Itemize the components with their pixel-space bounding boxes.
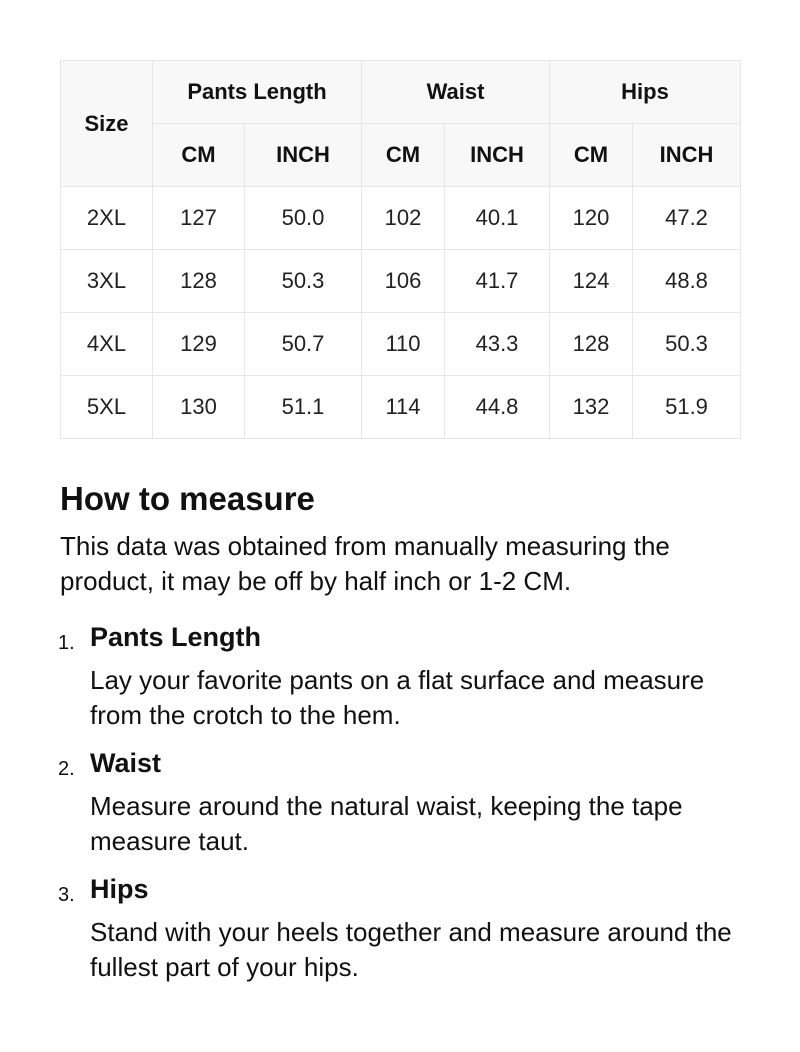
how-to-measure-intro: This data was obtained from manually measuring the product, it may be off by half inch or 1-2 CM. <box>60 531 670 596</box>
size-cell: 5XL <box>61 376 153 439</box>
table-row <box>61 376 741 439</box>
table-row <box>61 313 741 376</box>
table-cell: 50.7 <box>245 313 362 376</box>
unit-header: INCH <box>445 124 550 187</box>
table-cell: 127 <box>153 187 245 250</box>
table-cell: 128 <box>550 313 633 376</box>
table-cell: 130 <box>153 376 245 439</box>
how-to-measure-title: How to measure <box>60 480 315 517</box>
table-cell: 41.7 <box>445 250 550 313</box>
size-cell: 3XL <box>61 250 153 313</box>
group-header-waist: Waist <box>362 61 550 124</box>
step-description: Stand with your heels together and measure around the fullest part of your hips. <box>90 917 732 982</box>
step-number: 3. <box>58 884 75 906</box>
table-cell: 40.1 <box>445 187 550 250</box>
table-cell: 44.8 <box>445 376 550 439</box>
group-header-pants-length: Pants Length <box>153 61 362 124</box>
size-chart-table <box>60 60 741 439</box>
table-cell: 47.2 <box>633 187 741 250</box>
unit-header: INCH <box>245 124 362 187</box>
unit-header: CM <box>550 124 633 187</box>
table-cell: 124 <box>550 250 633 313</box>
step-description: Lay your favorite pants on a flat surface and measure from the crotch to the hem. <box>90 665 705 730</box>
table-cell: 48.8 <box>633 250 741 313</box>
step-title: Pants Length <box>90 622 262 652</box>
table-cell: 102 <box>362 187 445 250</box>
table-cell: 50.3 <box>245 250 362 313</box>
group-header-hips: Hips <box>550 61 741 124</box>
size-header: Size <box>61 61 153 187</box>
table-cell: 128 <box>153 250 245 313</box>
unit-header: INCH <box>633 124 741 187</box>
measure-steps-list <box>60 621 740 985</box>
step-description: Measure around the natural waist, keeping the tape measure taut. <box>90 791 683 856</box>
table-row <box>61 250 741 313</box>
table-cell: 50.0 <box>245 187 362 250</box>
table-cell: 51.1 <box>245 376 362 439</box>
list-item <box>60 747 740 859</box>
size-guide <box>60 60 740 999</box>
table-cell: 106 <box>362 250 445 313</box>
list-item <box>60 621 740 733</box>
table-cell: 114 <box>362 376 445 439</box>
table-cell: 132 <box>550 376 633 439</box>
step-title: Hips <box>90 874 149 904</box>
size-cell: 2XL <box>61 187 153 250</box>
list-item <box>60 873 740 985</box>
size-cell: 4XL <box>61 313 153 376</box>
table-cell: 43.3 <box>445 313 550 376</box>
table-header-row-units <box>61 124 741 187</box>
step-number: 1. <box>58 632 75 654</box>
table-header-row-groups <box>61 61 741 124</box>
table-cell: 50.3 <box>633 313 741 376</box>
table-cell: 120 <box>550 187 633 250</box>
table-row <box>61 187 741 250</box>
step-number: 2. <box>58 758 75 780</box>
step-title: Waist <box>90 748 162 778</box>
table-cell: 129 <box>153 313 245 376</box>
unit-header: CM <box>362 124 445 187</box>
table-cell: 110 <box>362 313 445 376</box>
table-cell: 51.9 <box>633 376 741 439</box>
unit-header: CM <box>153 124 245 187</box>
